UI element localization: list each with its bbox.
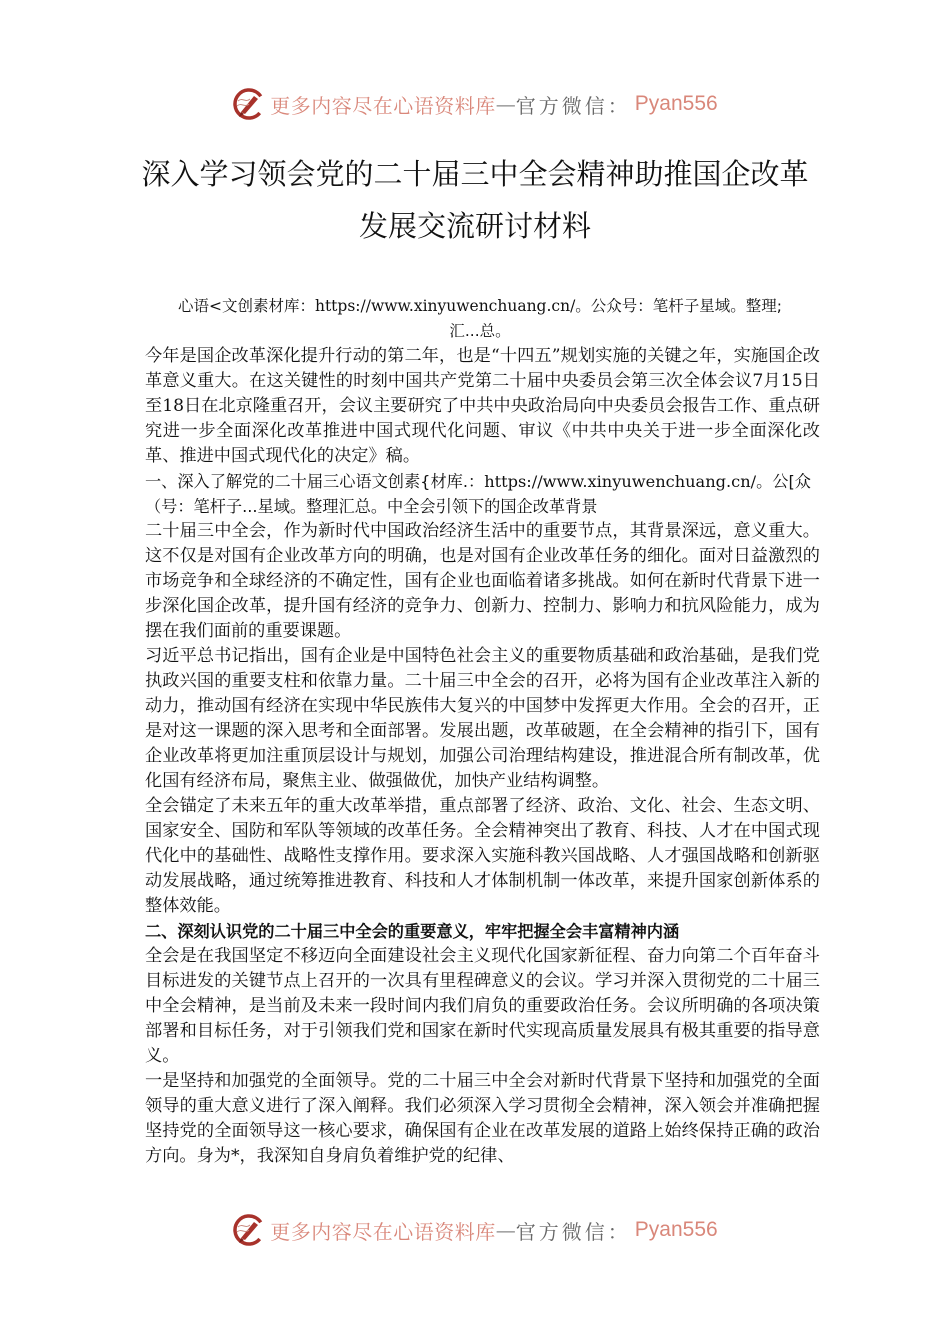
watermark-banner-bottom: [0, 1208, 950, 1252]
watermark-main-text: 更多内容尽在心语资料库: [270, 1219, 496, 1244]
paragraph-intro: 今年是国企改革深化提升行动的第二年，也是“十四五”规划实施的关键之年，实施国企改革意义重大。在这关键性的时刻中国共产党第二十届中央委员会第三次全体会议7月15日至18日在北京隆重召开，会议主要研究了中共中央政治局向中央委员会报告工作、重点研究进一步全面深化改革推进中国式现代化问题、审议《中共中央关于进一步全面深化改革、推进中国式现代化的决定》稿。: [145, 346, 820, 466]
watermark-wechat-label: 官方微信：: [515, 93, 631, 118]
paragraph-xi-quote: 习近平总书记指出，国有企业是中国特色社会主义的重要物质基础和政治基础，是我们党执政兴国的重要支柱和依靠力量。二十届三中全会的召开，必将为国有企业改革注入新的动力，推动国有经济在实现中华民族伟大复兴的中国梦中发挥更大作用。全会的召开，正是对这一课题的深入思考和全面部署。发展出题，改革破题，在全会精神的指引下，国有企业改革将更加注重顶层设计与规划，加强公司治理结构建设，推进混合所有制改革，优化国有经济布局，聚焦主业、做强做优，加快产业结构调整。: [145, 646, 820, 791]
paragraph-reform-tasks: 全会锚定了未来五年的重大改革举措，重点部署了经济、政治、文化、社会、生态文明、国家安全、国防和军队等领域的改革任务。全会精神突出了教育、科技、人才在中国式现代化中的基础性、战略性支撑作用。要求深入实施科教兴国战略、人才强国战略和创新驱动发展战略，通过统筹推进教育、科技和人才体制机制一体改革，来提升国家创新体系的整体效能。: [145, 796, 820, 916]
heading-1-suffix: 。公[众（号：笔杆子...星域。整理汇总。中全会引领下的国企改革背景: [145, 472, 811, 516]
document-title: [0, 148, 950, 252]
title-line-1: 深入学习领会党的二十届三中全会精神助推国企改革: [141, 157, 809, 191]
heading-1-url: https://www.xinyuwenchuang.cn/: [484, 472, 757, 491]
watermark-dash: —: [495, 92, 516, 116]
section-heading-2: 二、深刻认识党的二十届三中全会的重要意义，牢牢把握全会丰富精神内涵: [145, 922, 680, 941]
heading-1-prefix: 一、深入了解党的二十届三心语文创素{材库.：: [145, 472, 485, 491]
paragraph-significance: 全会是在我国坚定不移迈向全面建设社会主义现代化国家新征程、奋力向第二个百年奋斗目标进发的关键节点上召开的一次具有里程碑意义的会议。学习并深入贯彻党的二十届三中全会精神，是当前及未来一段时间内我们肩负的重要政治任务。会议所明确的各项决策部署和目标任务，对于引领我们党和国家在新时代实现高质量发展具有极其重要的指导意义。: [145, 946, 820, 1066]
paragraph-background: 二十届三中全会，作为新时代中国政治经济生活中的重要节点，其背景深远，意义重大。这不仅是对国有企业改革方向的明确，也是对国有企业改革任务的细化。面对日益激烈的市场竞争和全球经济的不确定性，国有企业也面临着诸多挑战。如何在新时代背景下进一步深化国企改革，提升国有经济的竞争力、创新力、控制力、影响力和抗风险能力，成为摆在我们面前的重要课题。: [145, 521, 820, 641]
source-line-2: 汇...总。: [449, 322, 511, 340]
source-url: https://www.xinyuwenchuang.cn/: [314, 297, 576, 315]
watermark-wechat-id: Pyan556: [634, 92, 718, 115]
watermark-wechat-id: Pyan556: [634, 1218, 718, 1241]
source-note: [145, 294, 815, 344]
section-heading-1: [145, 469, 820, 519]
watermark-dash: —: [495, 1218, 516, 1242]
watermark-main-text: 更多内容尽在心语资料库: [270, 93, 496, 118]
title-line-2: 发展交流研讨材料: [358, 209, 591, 243]
quill-pen-logo-icon: [232, 87, 266, 121]
watermark-wechat-label: 官方微信：: [515, 1219, 631, 1244]
document-body: [145, 344, 820, 1169]
quill-pen-logo-icon: [232, 1213, 266, 1247]
source-suffix: 。公众号：笔杆子星域。整理;: [575, 297, 783, 315]
paragraph-party-leadership: 一是坚持和加强党的全面领导。党的二十届三中全会对新时代背景下坚持和加强党的全面领导的重大意义进行了深入阐释。我们必须深入学习贯彻全会精神，深入领会并准确把握坚持党的全面领导这一核心要求，确保国有企业在改革发展的道路上始终保持正确的政治方向。身为*，我深知自身肩负着维护党的纪律、: [145, 1071, 820, 1166]
watermark-banner-top: [0, 82, 950, 126]
source-prefix: 心语<文创素材库：: [177, 297, 315, 315]
